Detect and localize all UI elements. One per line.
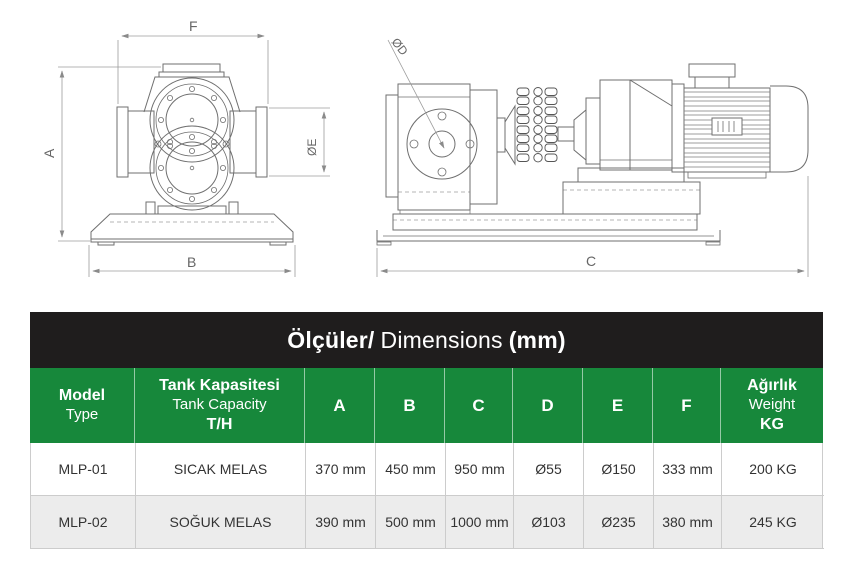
dim-f-label: F (681, 395, 692, 415)
cell-dim-b: 500 mm (376, 496, 446, 549)
cell-tank: SICAK MELAS (136, 443, 306, 496)
table-title-unit: (mm) (508, 326, 566, 353)
cell-model: MLP-01 (31, 443, 136, 496)
chain-coupling (517, 88, 557, 162)
pump-side-view (377, 64, 808, 245)
model-label-tr: Model (58, 387, 106, 405)
dim-label-C: C (586, 253, 597, 269)
dim-c-label: C (472, 395, 485, 415)
cell-dim-b: 450 mm (376, 443, 446, 496)
col-header-b (375, 368, 445, 443)
cell-weight: 200 KG (722, 443, 824, 496)
cell-dim-e: Ø235 (584, 496, 654, 549)
col-header-c (445, 368, 513, 443)
dim-label-B: B (187, 254, 197, 270)
dimensions-table (30, 312, 823, 549)
table-title-bar (30, 312, 823, 368)
front-view-dim-labels (41, 18, 319, 270)
tank-label-tr: Tank Kapasitesi (159, 377, 280, 395)
col-header-f (653, 368, 721, 443)
table-title-tr: Ölçüler/ (287, 326, 375, 353)
cell-dim-c: 1000 mm (446, 496, 514, 549)
table-row-mlp01 (30, 443, 823, 496)
tank-label-unit: T/H (206, 415, 233, 433)
col-header-e (583, 368, 653, 443)
cell-weight: 245 KG (722, 496, 824, 549)
dim-d-label: D (541, 395, 554, 415)
tank-label-en: Tank Capacity (172, 396, 267, 414)
dim-label-D: ØD (388, 35, 411, 59)
cell-dim-f: 333 mm (654, 443, 722, 496)
dim-b-label: B (403, 395, 416, 415)
model-label-en: Type (65, 406, 99, 424)
table-title-en: Dimensions (380, 326, 503, 353)
cell-dim-a: 390 mm (306, 496, 376, 549)
cell-dim-c: 950 mm (446, 443, 514, 496)
cell-dim-d: Ø103 (514, 496, 584, 549)
dim-label-F: F (189, 18, 198, 34)
dim-label-E: ØE (305, 138, 319, 156)
side-view-dim-labels (389, 35, 596, 269)
col-header-model (30, 368, 135, 443)
cell-dim-a: 370 mm (306, 443, 376, 496)
weight-label-tr: Ağırlık (747, 377, 797, 395)
table-row-mlp02 (30, 496, 823, 549)
weight-label-unit: KG (760, 415, 784, 433)
cell-dim-d: Ø55 (514, 443, 584, 496)
dim-label-A: A (41, 148, 57, 158)
pump-front-view (91, 64, 293, 245)
dim-e-label: E (611, 395, 624, 415)
col-header-tank-capacity (135, 368, 305, 443)
table-header-row (30, 368, 823, 443)
cell-dim-e: Ø150 (584, 443, 654, 496)
weight-label-en: Weight (748, 396, 796, 414)
dim-a-label: A (333, 395, 346, 415)
col-header-weight (721, 368, 823, 443)
col-header-d (513, 368, 583, 443)
cell-model: MLP-02 (31, 496, 136, 549)
cell-dim-f: 380 mm (654, 496, 722, 549)
col-header-a (305, 368, 375, 443)
cell-tank: SOĞUK MELAS (136, 496, 306, 549)
